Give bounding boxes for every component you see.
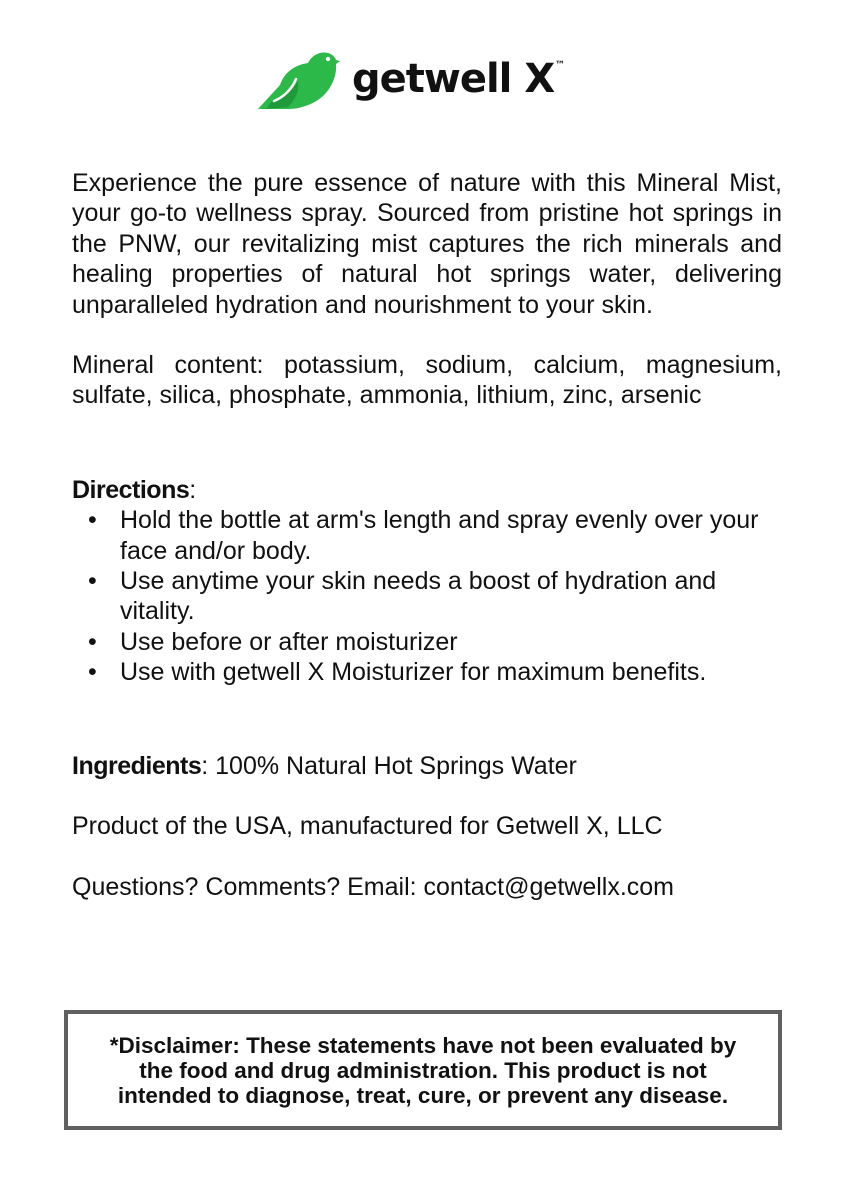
direction-text: Use with getwell X Moisturizer for maximum benefits. xyxy=(120,658,707,687)
direction-text: Hold the bottle at arm's length and spray evenly over your face and/or body. xyxy=(120,506,759,565)
ingredients-text: : 100% Natural Hot Springs Water xyxy=(201,751,577,780)
brand-name: getwell X xyxy=(352,56,555,102)
directions-label: Directions xyxy=(72,475,190,504)
list-item xyxy=(72,566,782,627)
bullet: • xyxy=(88,567,97,596)
direction-text: Use anytime your skin needs a boost of hydration and vitality. xyxy=(120,567,717,626)
list-item xyxy=(72,657,782,687)
bullet: • xyxy=(88,658,97,687)
brand-logo xyxy=(258,50,564,112)
contact-line: Questions? Comments? Email: contact@getwellx.com xyxy=(72,872,675,901)
direction-text: Use before or after moisturizer xyxy=(120,627,458,656)
directions-heading xyxy=(72,475,782,505)
label-content xyxy=(72,168,782,902)
brand-wordmark xyxy=(352,56,565,102)
intro-paragraph: Experience the pure essence of nature with this Mineral Mist, your go-to wellness spray. Sourced from pristine hot springs in the PNW, our revitalizing mist captures the rich minerals and healing properties of natural hot springs water, delivering unparalleled hydration and nourishment to your skin. xyxy=(72,169,782,319)
bullet: • xyxy=(88,627,97,656)
list-item xyxy=(72,627,782,657)
mineral-content: Mineral content: potassium, sodium, calcium, magnesium, sulfate, silica, phosphate, ammonia, lithium, zinc, arsenic xyxy=(72,351,782,410)
directions-colon: : xyxy=(189,475,197,504)
ingredients-line xyxy=(72,751,782,781)
directions-list xyxy=(72,505,782,687)
list-item xyxy=(72,505,782,566)
ingredients-label: Ingredients xyxy=(72,751,202,780)
trademark-symbol: ™ xyxy=(555,60,565,71)
green-bird-icon xyxy=(258,51,340,111)
disclaimer-text: *Disclaimer: These statements have not been evaluated by the food and drug administration. This product is not intended to diagnose, treat, cure, or prevent any disease. xyxy=(109,1032,737,1108)
bullet: • xyxy=(88,506,97,535)
disclaimer-box xyxy=(64,1010,782,1130)
product-origin: Product of the USA, manufactured for Getwell X, LLC xyxy=(72,812,663,841)
